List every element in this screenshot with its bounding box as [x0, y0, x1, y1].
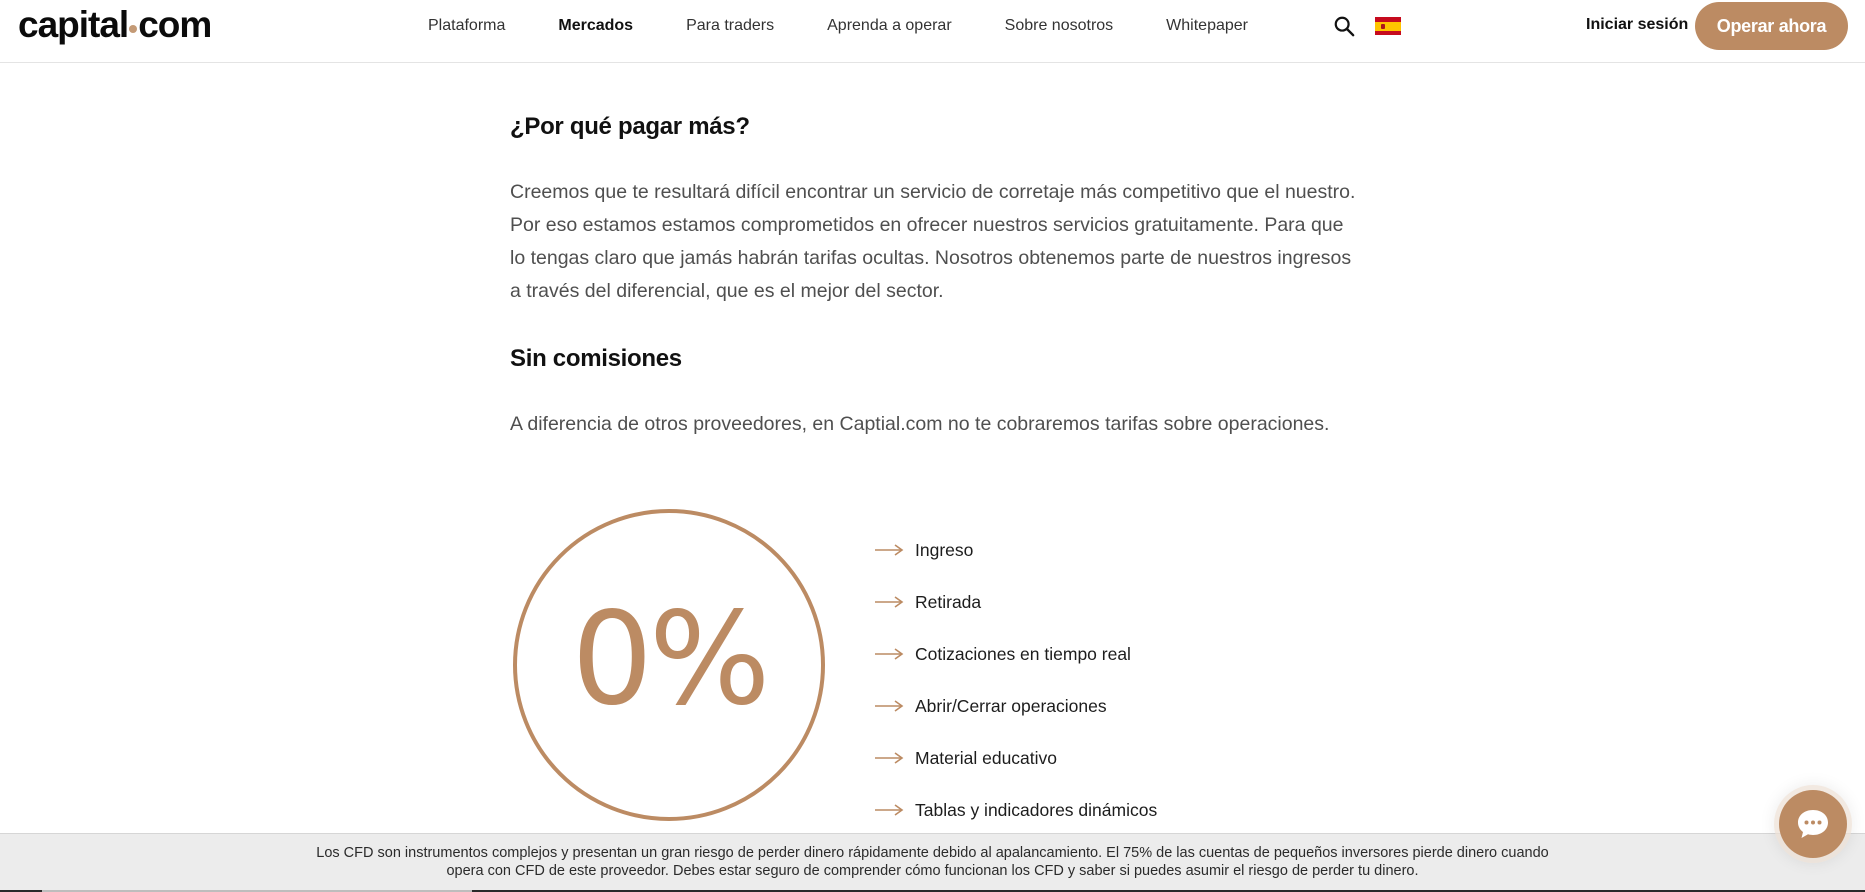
arrow-right-icon [874, 647, 904, 661]
nav-item-para-traders[interactable]: Para traders [686, 17, 775, 34]
zero-percent-badge [513, 509, 825, 821]
zero-percent-value: 0% [571, 584, 767, 734]
section-body-no-commissions: A diferencia de otros proveedores, en Captial.com no te cobraremos tarifas sobre operaciones. [510, 413, 1330, 435]
list-item [874, 680, 1157, 732]
section-heading-why-pay-more: ¿Por qué pagar más? [510, 113, 750, 140]
feature-label: Material educativo [915, 747, 1058, 768]
list-item [874, 732, 1157, 784]
capital-com-logo[interactable] [18, 4, 211, 46]
logo-dot [129, 25, 137, 33]
nav-item-mercados[interactable]: Mercados [558, 17, 634, 34]
feature-label: Abrir/Cerrar operaciones [915, 695, 1107, 716]
list-item [874, 628, 1157, 680]
free-features-list [874, 524, 1157, 836]
logo-text-right: com [138, 4, 212, 45]
nav-item-sobre-nosotros[interactable]: Sobre nosotros [1004, 17, 1114, 34]
chat-button[interactable] [1779, 790, 1847, 858]
logo-text-left: capital [18, 4, 129, 45]
section-heading-no-commissions: Sin comisiones [510, 345, 682, 372]
arrow-right-icon [874, 595, 904, 609]
risk-disclaimer-bar [0, 833, 1865, 890]
section-body-why-pay-more: Creemos que te resultará difícil encontrar un servicio de corretaje más competitivo que el nuestro. Por eso estamos estamos comprometidos en ofrecer nuestros servicios gratuitamente. Para que lo tengas claro que jamás habrán tarifas ocultas. Nosotros obtenemos parte de nuestros ingresos a través del diferencial, que es el mejor del sector. [510, 181, 1356, 302]
login-link[interactable]: Iniciar sesión [1586, 16, 1689, 33]
feature-label: Tablas y indicadores dinámicos [915, 799, 1158, 820]
chat-widget [1774, 785, 1852, 863]
feature-label: Retirada [915, 591, 982, 612]
arrow-right-icon [874, 699, 904, 713]
list-item [874, 524, 1157, 576]
main-nav [428, 0, 1301, 52]
feature-label: Ingreso [915, 539, 974, 560]
feature-label: Cotizaciones en tiempo real [915, 643, 1131, 664]
trade-now-button[interactable]: Operar ahora [1695, 2, 1848, 50]
risk-disclaimer-text: Los CFD son instrumentos complejos y presentan un gran riesgo de perder dinero rápidamente debido al apalancamiento. El 75% de las cuentas de pequeños inversores pierde dinero cuando opera con CFD de este proveedor. Debes estar seguro de comprender cómo funcionan los CFD y saber si puedes asumir el riesgo de perder tu dinero. [316, 845, 1549, 879]
nav-item-aprenda-a-operar[interactable]: Aprenda a operar [827, 17, 952, 34]
search-icon[interactable] [1333, 15, 1355, 37]
list-item [874, 784, 1157, 836]
site-header [0, 0, 1865, 63]
spain-flag-icon[interactable] [1375, 17, 1401, 35]
arrow-right-icon [874, 803, 904, 817]
list-item [874, 576, 1157, 628]
nav-item-whitepaper[interactable]: Whitepaper [1166, 17, 1248, 34]
nav-item-plataforma[interactable]: Plataforma [428, 17, 506, 34]
arrow-right-icon [874, 751, 904, 765]
arrow-right-icon [874, 543, 904, 557]
chat-bubble-icon [1795, 807, 1831, 841]
